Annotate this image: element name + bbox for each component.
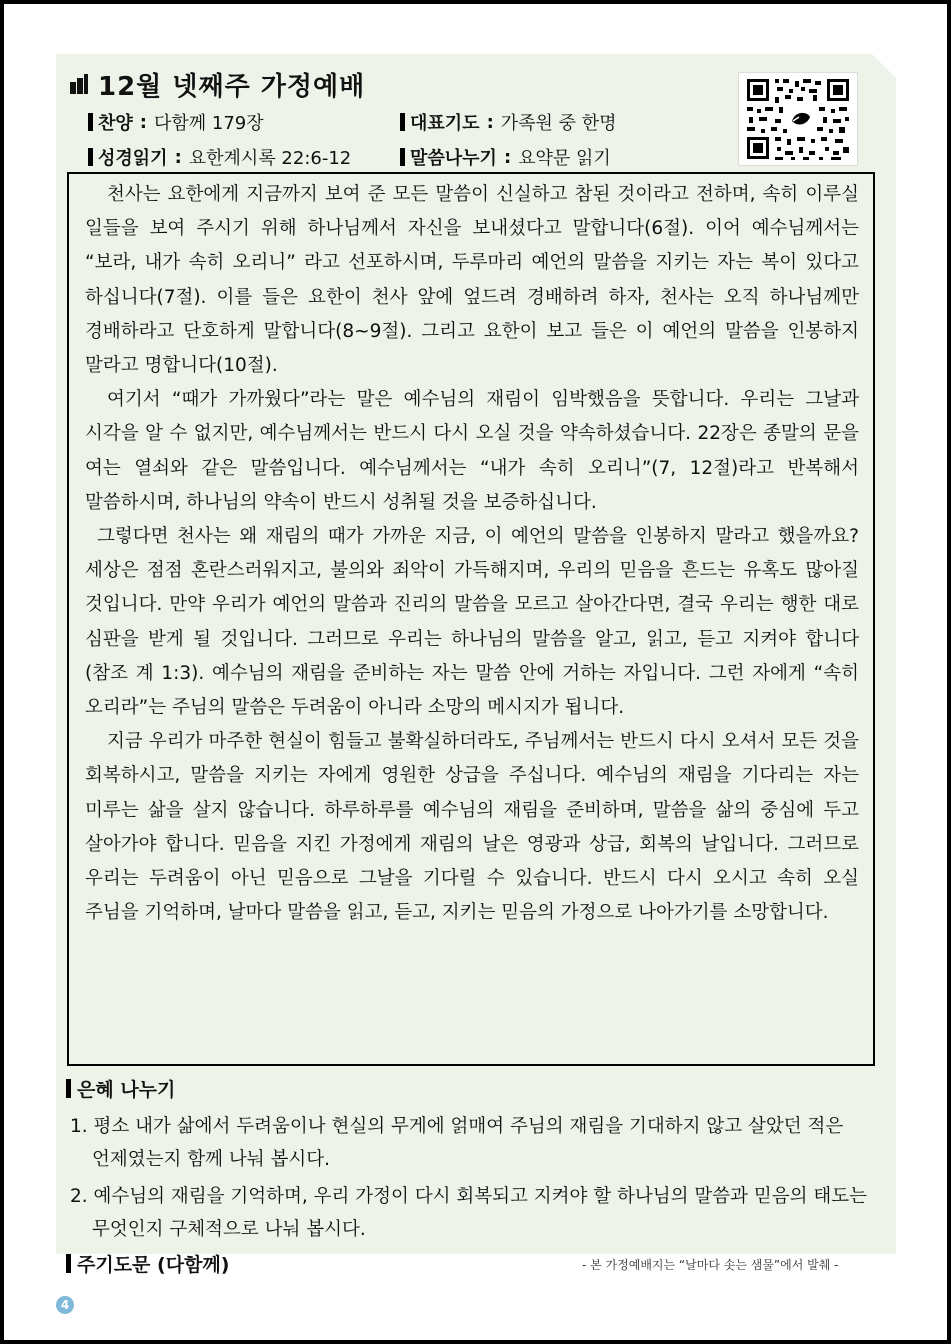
panel-folded-corner (872, 54, 896, 78)
colon: : (174, 146, 182, 168)
question-item: 2. 예수님의 재림을 기억하며, 우리 가정이 다시 회복되고 지켜야 할 하나님의 말씀과 믿음의 태도는 무엇인지 구체적으로 나눠 봅시다. (70, 1186, 867, 1240)
page-title: 12월 넷째주 가정예배 (98, 71, 366, 102)
section-marker (88, 148, 93, 166)
hymn-info (88, 109, 264, 135)
summary-paragraph: 여기서 “때가 가까웠다”라는 말은 예수님의 재림이 임박했음을 뜻합니다. 우리는 그날과 시각을 알 수 없지만, 예수님께서는 반드시 다시 오실 것을 약속하셨습니다. 22장은 종말의 문을 여는 열쇠와 같은 말씀입니다. 예수님께서는 “내가 속히 오리니”(7, 12절)라고 반복해서 말씀하시며, 하나님의 약속이 반드시 성취될 것을 보증하십니다. (85, 389, 859, 513)
section-marker (66, 1254, 71, 1273)
reading-value: 요한계시록 22:6-12 (188, 148, 352, 169)
lords-prayer-title: 주기도문 (다함께) (77, 1254, 230, 1276)
hymn-value: 다함께 179장 (153, 113, 264, 134)
hymn-label: 찬양 (98, 113, 133, 134)
section-marker (66, 1079, 71, 1098)
section-marker (400, 148, 405, 166)
colon: : (139, 111, 147, 133)
section-marker (400, 113, 405, 131)
colon: : (486, 111, 494, 133)
section-marker (88, 113, 93, 131)
bar-chart-icon (70, 74, 88, 94)
page-number-badge: 4 (56, 1296, 74, 1314)
summary-paragraph: 그렇다면 천사는 왜 재림의 때가 가까운 지금, 이 예언의 말씀을 인봉하지 말라고 했을까요? 세상은 점점 혼란스러워지고, 불의와 죄악이 가득해지며, 우리의 믿음을 흔드는 유혹도 많아질 것입니다. 만약 우리가 예언의 말씀과 진리의 말씀을 모르고 살아간다면, 결국 우리는 행한 대로 심판을 받게 될 것입니다. 그러므로 우리는 하나님의 말씀을 알고, 읽고, 듣고 지켜야 합니다(참조 계 1:3). 예수님의 재림을 준비하는 자는 말씀 안에 거하는 자입니다. 그런 자에게 “속히 오리라”는 주님의 말씀은 두려움이 아니라 소망의 메시지가 됩니다. (85, 526, 859, 719)
sharing-value: 요약문 읽기 (518, 148, 611, 169)
grace-sharing-heading (66, 1075, 175, 1102)
summary-paragraph: 지금 우리가 마주한 현실이 힘들고 불확실하더라도, 주님께서는 반드시 다시 오셔서 모든 것을 회복하시고, 말씀을 지키는 자에게 영원한 상급을 주십니다. 예수님의 재림을 기다리는 자는 미루는 삶을 살지 않습니다. 하루하루를 예수님의 재림을 준비하며, 말씀을 삶의 중심에 두고 살아가야 합니다. 믿음을 지킨 가정에게 재림의 날은 영광과 상급, 회복의 날입니다. 그러므로 우리는 두려움이 아닌 믿음으로 그날을 기다릴 수 있습니다. 반드시 다시 오시고 속히 오실 주님을 기억하며, 날마다 말씀을 읽고, 듣고, 지키는 믿음의 가정으로 나아가기를 소망합니다. (85, 731, 859, 924)
lords-prayer-heading (66, 1250, 229, 1277)
question-item: 1. 평소 내가 삶에서 두려움이나 현실의 무게에 얽매여 주님의 재림을 기대하지 않고 살았던 적은 언제였는지 함께 나눠 봅시다. (70, 1116, 844, 1170)
title-row (70, 66, 365, 102)
qr-code-icon[interactable] (738, 72, 858, 166)
grace-sharing-title: 은혜 나누기 (77, 1079, 176, 1101)
reading-info (88, 144, 351, 170)
summary-box (67, 172, 875, 1066)
prayer-label: 대표기도 (410, 113, 480, 134)
summary-paragraph: 천사는 요한에게 지금까지 보여 준 모든 말씀이 신실하고 참된 것이라고 전하며, 속히 이루실 일들을 보여 주시기 위해 하나님께서 자신을 보내셨다고 말합니다(6절). 이어 예수님께서는 “보라, 내가 속히 오리니” 라고 선포하시며, 두루마리 예언의 말씀을 지키는 자는 복이 있다고 하십니다(7절). 이를 들은 요한이 천사 앞에 엎드려 경배하려 하자, 천사는 오직 하나님께만 경배하라고 단호하게 말합니다(8~9절). 그리고 요한이 보고 들은 이 예언의 말씀을 인봉하지 말라고 명합니다(10절). (85, 184, 859, 377)
prayer-info (400, 109, 617, 135)
colon: : (503, 146, 512, 168)
source-note: - 본 가정예배지는 “날마다 솟는 샘물”에서 발췌 - (582, 1258, 839, 1272)
prayer-value: 가족원 중 한명 (500, 113, 617, 134)
sharing-label: 말씀나누기 (410, 148, 497, 169)
reading-label: 성경읽기 (98, 148, 168, 169)
sharing-info (400, 144, 611, 170)
